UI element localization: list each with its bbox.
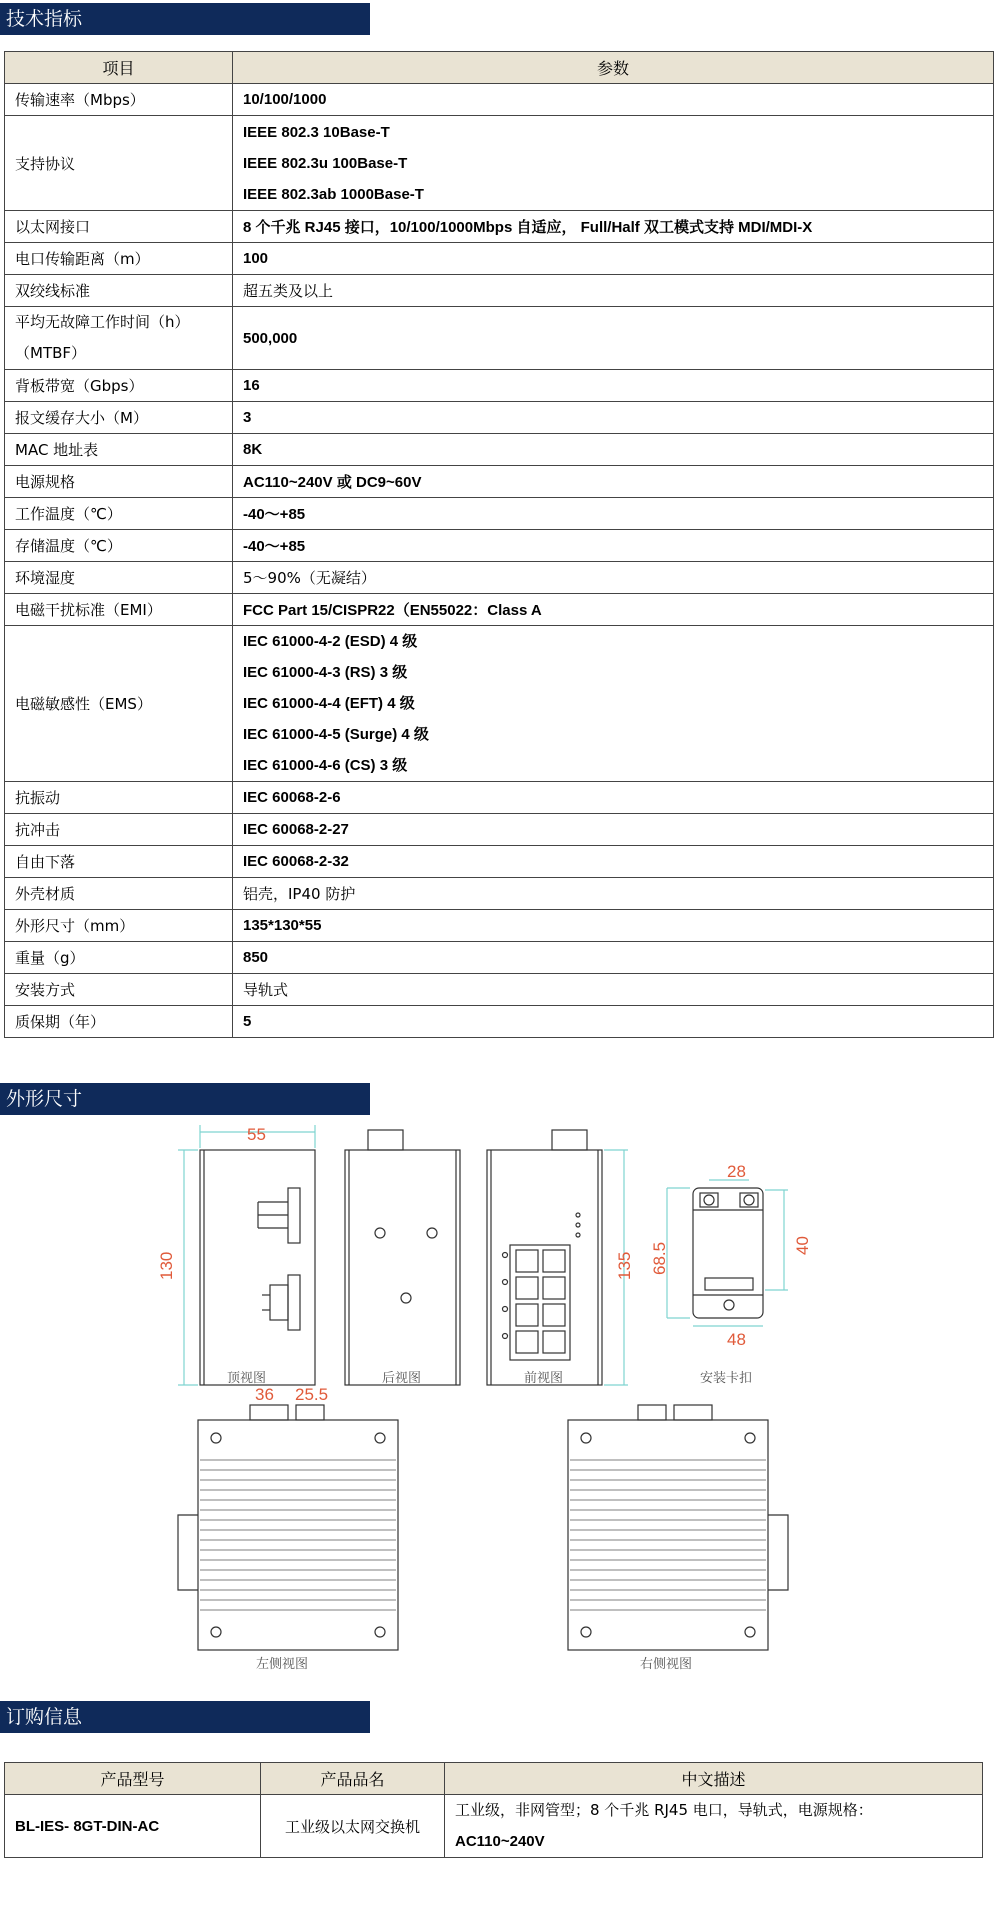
- section-title-dimensions: 外形尺寸: [0, 1083, 370, 1115]
- key-line: （MTBF）: [15, 344, 87, 362]
- row-value: 5: [233, 1006, 994, 1038]
- header-description: 中文描述: [445, 1763, 983, 1795]
- row-key: 工作温度（℃）: [5, 498, 233, 530]
- row-key: 电源规格: [5, 466, 233, 498]
- row-value: 10/100/1000: [233, 84, 994, 116]
- value-line: IEEE 802.3ab 1000Base-T: [243, 185, 424, 203]
- row-key: 存储温度（℃）: [5, 530, 233, 562]
- row-value: -40～+85: [233, 498, 994, 530]
- row-value: 500,000: [233, 307, 994, 370]
- row-key: 外形尺寸（mm）: [5, 910, 233, 942]
- table-row: [5, 562, 994, 594]
- row-value: 8K: [233, 434, 994, 466]
- value-line: IEC 61000-4-6 (CS) 3 级: [243, 757, 408, 774]
- table-row: [5, 275, 994, 307]
- left-side-view: [178, 1405, 398, 1650]
- row-key: 外壳材质: [5, 878, 233, 910]
- row-value: [233, 116, 994, 211]
- dim-top-height: 130: [157, 1251, 176, 1280]
- row-key: 质保期（年）: [5, 1006, 233, 1038]
- value-line: IEEE 802.3u 100Base-T: [243, 154, 408, 172]
- value-line: IEC 61000-4-5 (Surge) 4 级: [243, 726, 429, 743]
- row-key: 电磁敏感性（EMS）: [5, 626, 233, 782]
- clip-view: [693, 1188, 763, 1318]
- section-title-specs: 技术指标: [0, 3, 370, 35]
- value-line: IEC 61000-4-4 (EFT) 4 级: [243, 695, 415, 712]
- header-name: 产品品名: [261, 1763, 445, 1795]
- table-row: [5, 370, 994, 402]
- row-key: 支持协议: [5, 116, 233, 211]
- back-view: [345, 1130, 460, 1385]
- dimension-drawing: [0, 1120, 997, 1680]
- top-view: [200, 1150, 315, 1385]
- right-side-view: [568, 1405, 788, 1650]
- row-key: 以太网接口: [5, 211, 233, 243]
- row-key: 重量（g）: [5, 942, 233, 974]
- dim-clip-right: 40: [793, 1236, 812, 1255]
- row-value: 100: [233, 243, 994, 275]
- row-key: 电磁干扰标准（EMI）: [5, 594, 233, 626]
- row-key: 传输速率（Mbps）: [5, 84, 233, 116]
- table-row: [5, 84, 994, 116]
- front-view: [487, 1130, 602, 1385]
- row-value: 超五类及以上: [233, 275, 994, 307]
- row-value: IEC 60068-2-27: [233, 814, 994, 846]
- dim-side-a: 36: [255, 1385, 274, 1404]
- table-row: [5, 307, 994, 370]
- row-value: AC110~240V 或 DC9~60V: [233, 466, 994, 498]
- order-table: [4, 1762, 983, 1858]
- table-header-row: [5, 52, 994, 84]
- table-row: [5, 814, 994, 846]
- dim-clip-top: 28: [727, 1162, 746, 1181]
- table-row: [5, 466, 994, 498]
- dim-side-b: 25.5: [295, 1385, 329, 1404]
- dim-clip-left: 68.5: [650, 1241, 669, 1275]
- header-param: 参数: [233, 52, 994, 84]
- row-value: -40～+85: [233, 530, 994, 562]
- order-name: 工业级以太网交换机: [261, 1795, 445, 1858]
- caption-right-side: 右侧视图: [640, 1657, 693, 1672]
- table-row: [5, 846, 994, 878]
- caption-left-side: 左侧视图: [256, 1657, 309, 1672]
- table-row: [5, 402, 994, 434]
- table-row: [5, 1006, 994, 1038]
- key-line: 平均无故障工作时间（h）: [15, 313, 190, 331]
- description-line: AC110~240V: [455, 1833, 545, 1850]
- table-row: [5, 910, 994, 942]
- value-line: IEC 61000-4-2 (ESD) 4 级: [243, 633, 418, 650]
- table-row: [5, 626, 994, 782]
- row-key: 安装方式: [5, 974, 233, 1006]
- row-key: 自由下落: [5, 846, 233, 878]
- order-model: BL-IES- 8GT-DIN-AC: [5, 1795, 261, 1858]
- row-value: IEC 60068-2-32: [233, 846, 994, 878]
- table-row: [5, 498, 994, 530]
- order-description: [445, 1795, 983, 1858]
- row-value: IEC 60068-2-6: [233, 782, 994, 814]
- table-row: [5, 782, 994, 814]
- dim-clip-bottom: 48: [727, 1330, 746, 1349]
- caption-front: 前视图: [524, 1371, 564, 1386]
- row-value: 3: [233, 402, 994, 434]
- row-key: 双绞线标准: [5, 275, 233, 307]
- table-header-row: [5, 1763, 983, 1795]
- row-value: 8 个千兆 RJ45 接口，10/100/1000Mbps 自适应， Full/Half 双工模式支持 MDI/MDI-X: [233, 211, 994, 243]
- table-row: [5, 116, 994, 211]
- dim-top-width: 55: [247, 1125, 266, 1144]
- row-key: [5, 307, 233, 370]
- table-row: [5, 434, 994, 466]
- spec-table: [4, 51, 994, 1038]
- value-line: IEC 61000-4-3 (RS) 3 级: [243, 664, 408, 681]
- row-value: 铝壳，IP40 防护: [233, 878, 994, 910]
- row-value: 850: [233, 942, 994, 974]
- table-row: [5, 974, 994, 1006]
- caption-top: 顶视图: [227, 1371, 267, 1386]
- table-row: [5, 211, 994, 243]
- row-key: 抗冲击: [5, 814, 233, 846]
- row-key: 背板带宽（Gbps）: [5, 370, 233, 402]
- row-value: 16: [233, 370, 994, 402]
- section-title-ordering: 订购信息: [0, 1701, 370, 1733]
- table-row: [5, 594, 994, 626]
- caption-clip: 安装卡扣: [700, 1371, 753, 1386]
- row-value: 导轨式: [233, 974, 994, 1006]
- description-line: 工业级，非网管型；8 个千兆 RJ45 电口，导轨式，电源规格：: [455, 1801, 873, 1819]
- row-key: 环境湿度: [5, 562, 233, 594]
- table-row: [5, 530, 994, 562]
- header-item: 项目: [5, 52, 233, 84]
- row-value: 5～90%（无凝结）: [233, 562, 994, 594]
- row-value: FCC Part 15/CISPR22（EN55022：Class A: [233, 594, 994, 626]
- row-key: 抗振动: [5, 782, 233, 814]
- row-value: [233, 626, 994, 782]
- row-key: 报文缓存大小（M）: [5, 402, 233, 434]
- dim-front-height: 135: [615, 1251, 634, 1280]
- header-model: 产品型号: [5, 1763, 261, 1795]
- row-key: 电口传输距离（m）: [5, 243, 233, 275]
- caption-back: 后视图: [382, 1371, 422, 1386]
- value-line: IEEE 802.3 10Base-T: [243, 123, 390, 141]
- table-row: [5, 942, 994, 974]
- table-row: [5, 1795, 983, 1858]
- row-value: 135*130*55: [233, 910, 994, 942]
- table-row: [5, 878, 994, 910]
- row-key: MAC 地址表: [5, 434, 233, 466]
- table-row: [5, 243, 994, 275]
